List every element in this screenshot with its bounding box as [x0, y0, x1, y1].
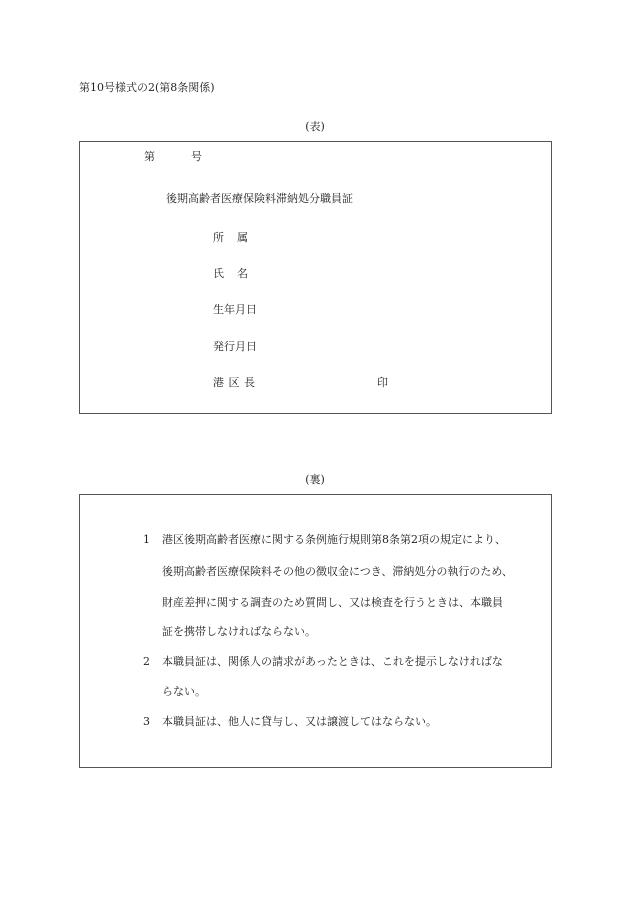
item-1-line-4: 証を携帯しなければならない。: [162, 625, 316, 638]
item-2-number: 2: [143, 655, 150, 668]
seal-mark: 印: [377, 376, 388, 389]
field-birth-date: 生年月日: [213, 303, 257, 316]
item-2-line-1: 本職員証は、関係人の請求があったときは、これを提示しなければな: [162, 655, 503, 668]
field-affiliation-char2: 属: [237, 231, 248, 244]
field-affiliation-char1: 所: [213, 231, 224, 244]
back-side-label: (裏): [305, 473, 325, 486]
card-title: 後期高齢者医療保険料滞納処分職員証: [166, 192, 353, 205]
field-issue-date: 発行月日: [213, 340, 257, 353]
item-1-line-2: 後期高齢者医療保険料その他の徴収金につき、滞納処分の執行のため、: [162, 565, 513, 578]
form-header: 第10号様式の2(第8条関係): [79, 81, 215, 94]
front-side-label: (表): [305, 120, 325, 133]
item-3-line-1: 本職員証は、他人に貸与し、又は譲渡してはならない。: [162, 715, 437, 728]
field-issuer: 港 区 長: [213, 376, 255, 389]
item-1-number: 1: [143, 533, 150, 546]
item-1-line-1: 港区後期高齢者医療に関する条例施行規則第8条第2項の規定により、: [162, 533, 506, 546]
field-name-char1: 氏: [213, 267, 224, 280]
item-2-line-2: らない。: [162, 685, 206, 698]
item-1-line-3: 財産差押に関する調査のため質問し、又は検査を行うときは、本職員: [162, 596, 503, 609]
card-number-prefix: 第: [144, 150, 155, 163]
card-number-suffix: 号: [191, 150, 202, 163]
field-name-char2: 名: [237, 267, 248, 280]
item-3-number: 3: [143, 715, 150, 728]
id-card-front: [79, 141, 552, 414]
